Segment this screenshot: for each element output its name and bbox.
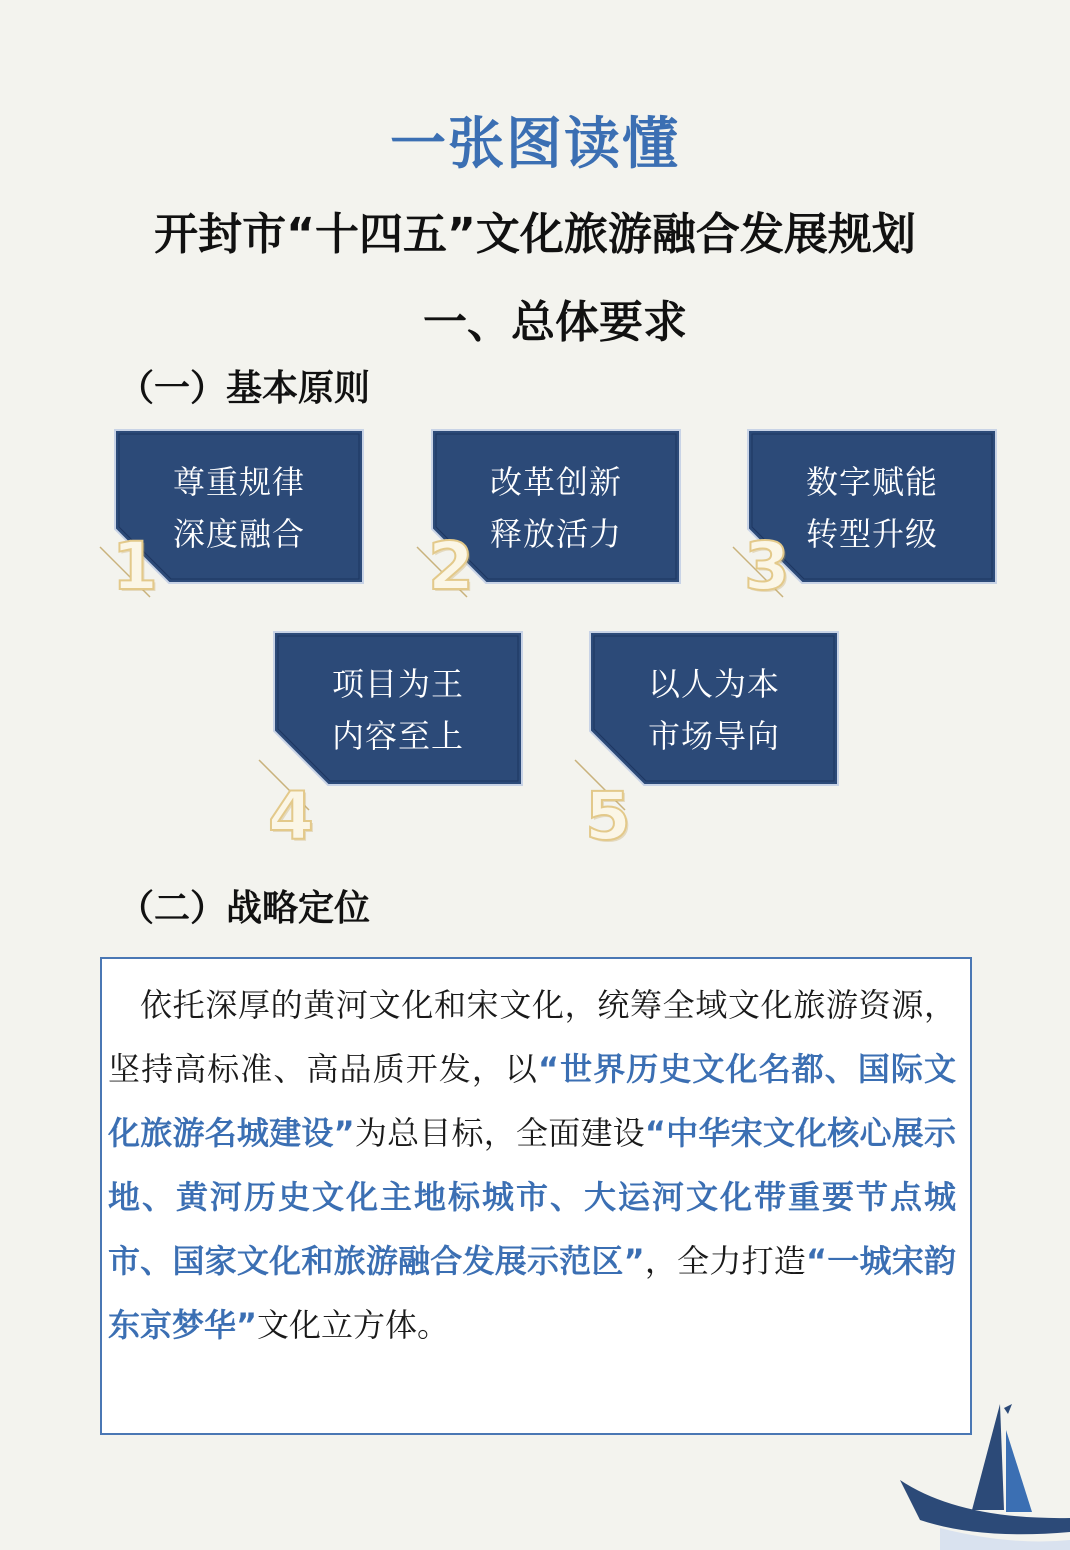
principle-line-1: 以人为本 (647, 665, 780, 703)
principle-number-4: 4 (268, 778, 314, 855)
principle-line-2: 深度融合 (172, 515, 305, 553)
principle-number-5: 5 (585, 778, 631, 855)
positioning-heading: （二）战略定位 (118, 888, 371, 929)
positioning-textbox (100, 957, 972, 1435)
highlight-goal: “世界历史文化名都、国际文化旅游名城建设” (108, 1050, 956, 1152)
positioning-paragraph (108, 973, 956, 1357)
principle-line-1: 数字赋能 (805, 463, 938, 501)
text-segment: 依托深厚的黄河文化和宋文化，统筹全域文化旅游资源，坚持高标准、高品质开发，以 (108, 986, 956, 1088)
page-subtitle: 开封市“十四五”文化旅游融合发展规划 (154, 209, 916, 260)
principle-line-1: 尊重规律 (172, 463, 305, 501)
text-segment: 文化立方体。 (257, 1306, 450, 1344)
principle-number-2: 2 (428, 528, 474, 605)
principle-line-2: 内容至上 (331, 717, 464, 755)
principle-line-2: 市场导向 (647, 717, 780, 755)
principle-number-1: 1 (112, 528, 158, 605)
principle-number-3: 3 (744, 528, 790, 605)
highlight-construction: “中华宋文化核心展示地、黄河历史文化主地标城市、大运河文化带重要节点城市、国家文化和旅游融合发展示范区” (108, 1114, 956, 1280)
sailboat-icon (900, 1400, 1070, 1550)
principles-heading: （一）基本原则 (118, 368, 371, 409)
section-heading: 一、总体要求 (423, 297, 687, 348)
highlight-slogan: “一城宋韵 东京梦华” (108, 1242, 956, 1344)
text-segment: 为总目标，全面建设 (354, 1114, 645, 1152)
page-title: 一张图读懂 (390, 112, 680, 177)
principle-line-1: 项目为王 (331, 665, 464, 703)
text-segment: ，全力打造 (644, 1242, 807, 1280)
principle-line-1: 改革创新 (489, 463, 622, 501)
principle-line-2: 转型升级 (805, 515, 938, 553)
principle-line-2: 释放活力 (489, 515, 622, 553)
